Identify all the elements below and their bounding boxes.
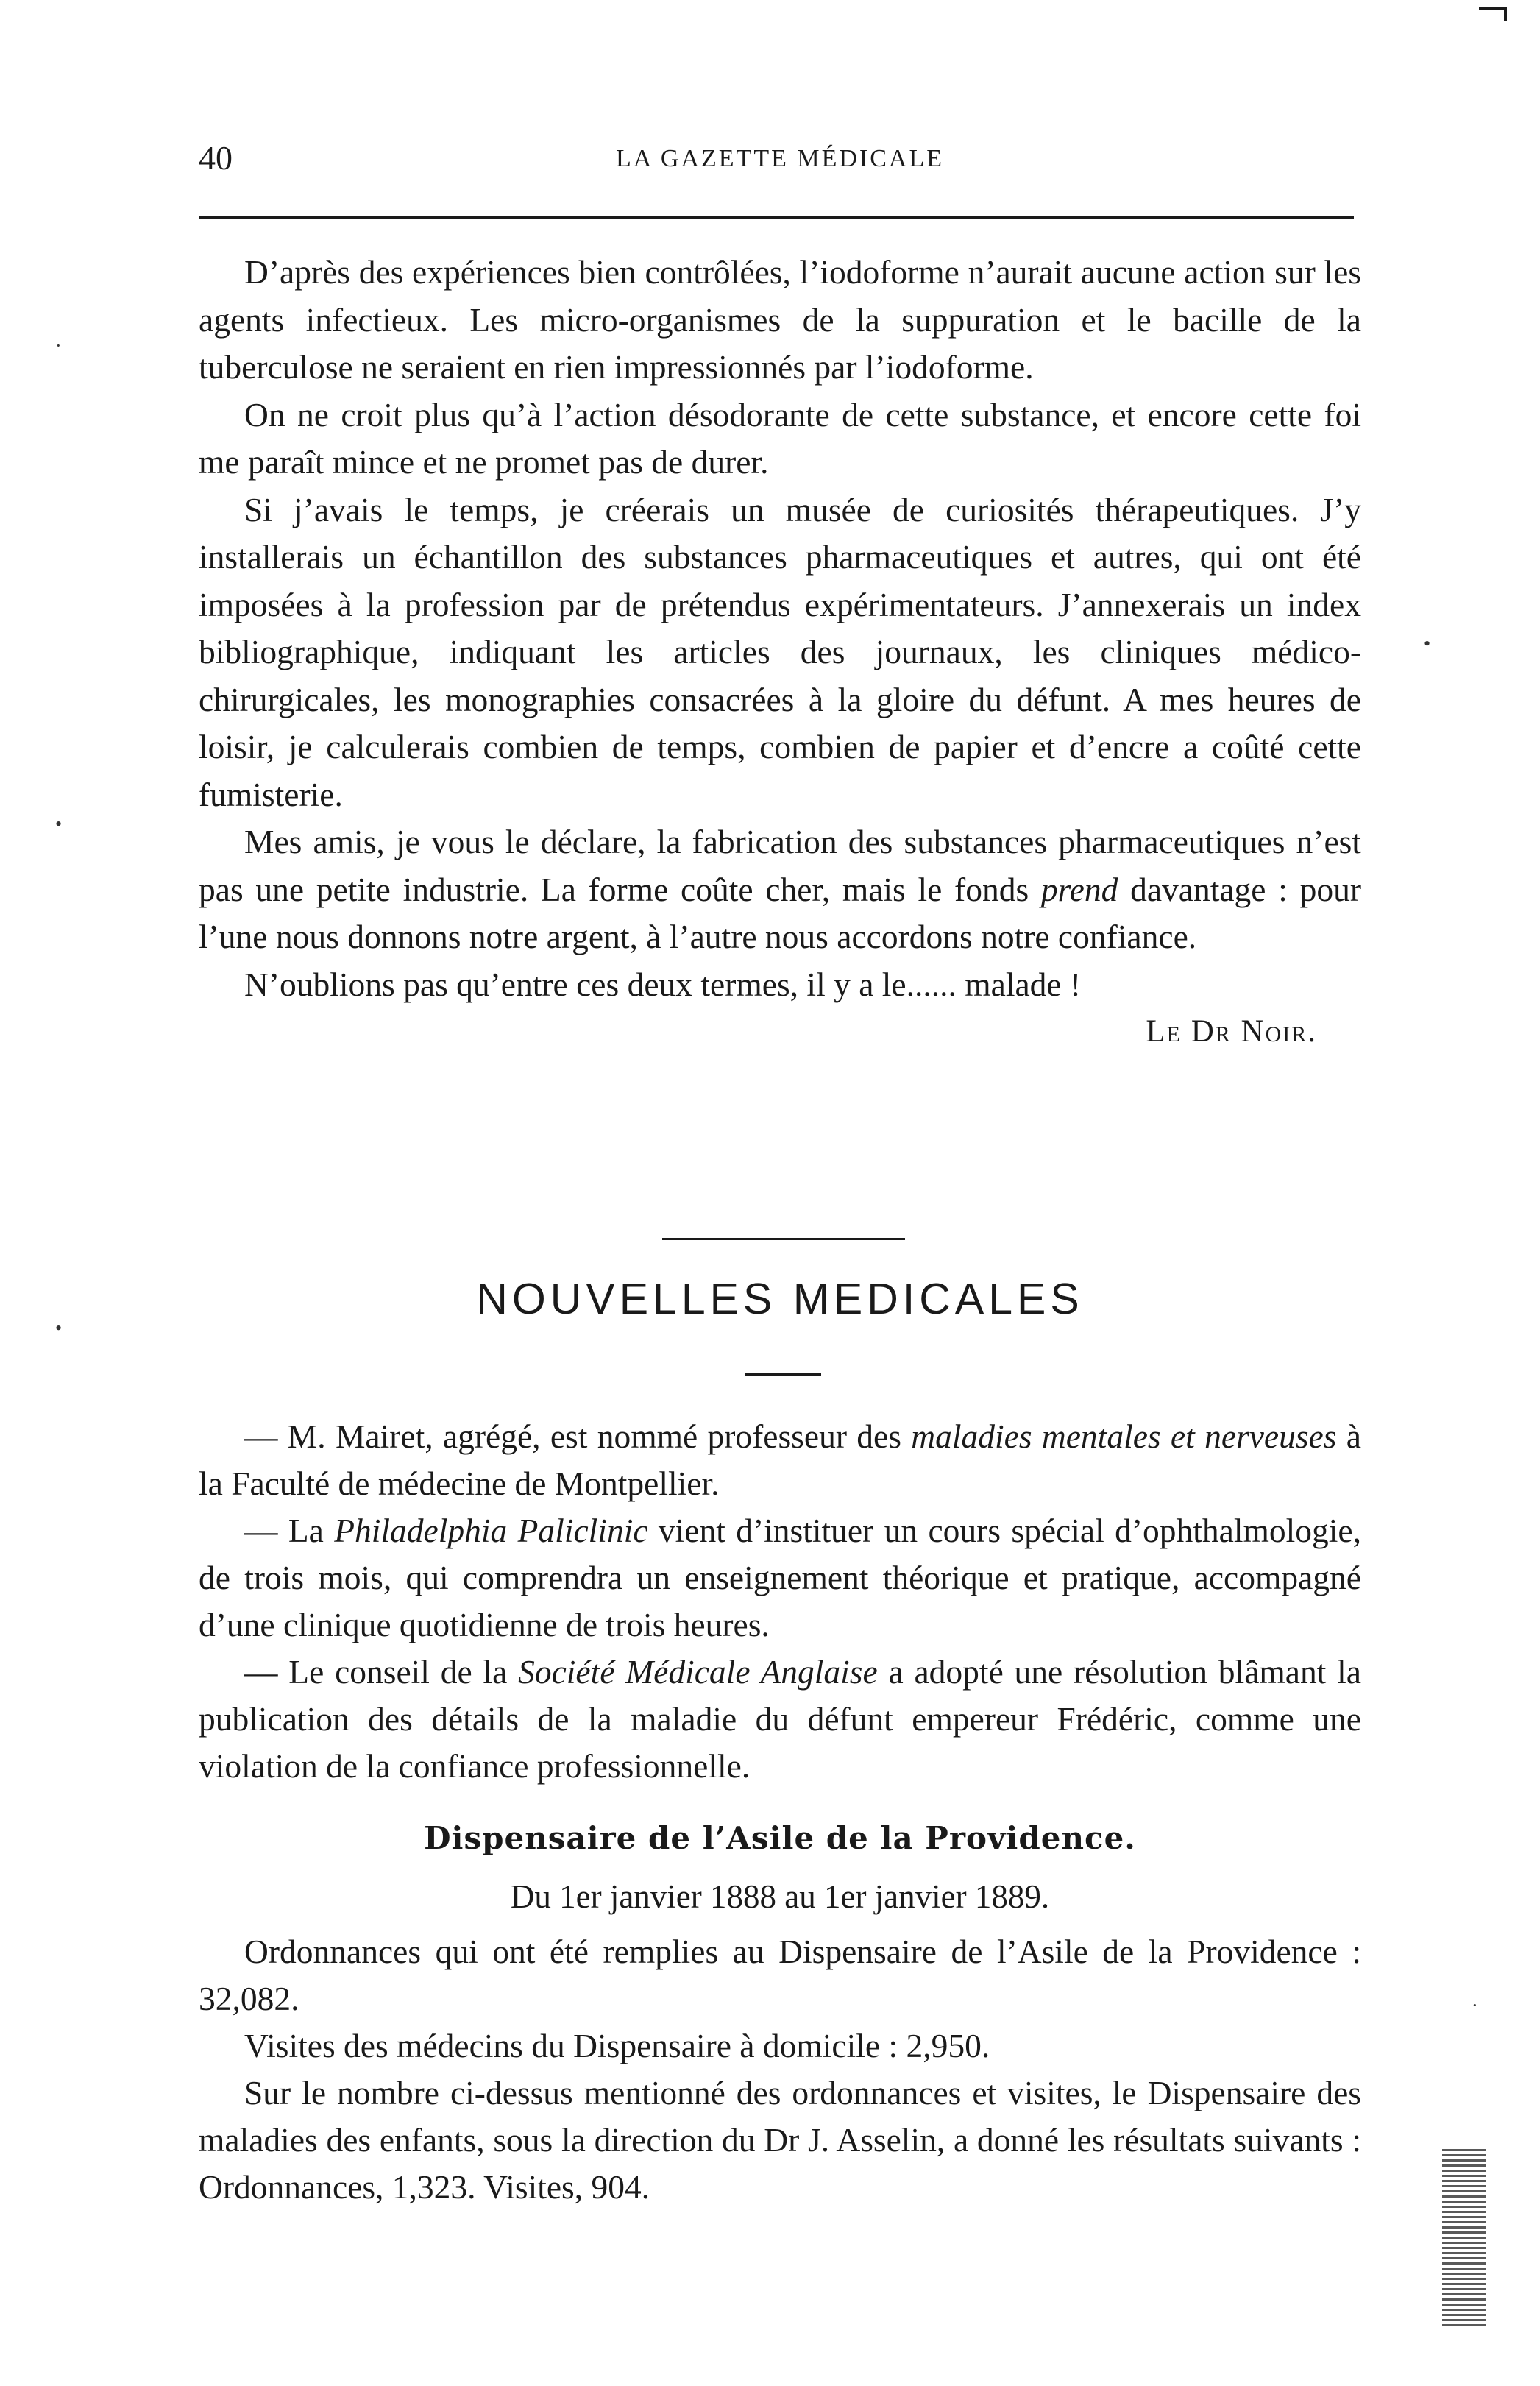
scan-corner-mark bbox=[1479, 7, 1507, 21]
news-text: à la Faculté de médecine de Montpellier. bbox=[199, 1417, 1361, 1502]
page-header bbox=[199, 136, 1361, 180]
dispensary-dates: Du 1er janvier 1888 au 1er janvier 1889. bbox=[510, 1878, 1050, 1915]
article-paragraph bbox=[199, 818, 1361, 961]
page-number: 40 bbox=[199, 139, 233, 177]
margin-speck: • bbox=[55, 1317, 63, 1339]
article-body bbox=[199, 249, 1361, 1055]
margin-speck: · bbox=[1472, 1994, 1478, 2016]
section-divider bbox=[662, 1238, 905, 1240]
dispensary-paragraph: Visites des médecins du Dispensaire à domicile : 2,950. bbox=[244, 2027, 990, 2064]
article-paragraph: On ne croit plus qu’à l’action désodorante de cette substance, et encore cette foi me paraît mince et ne promet pas de durer. bbox=[199, 395, 1361, 481]
margin-speck: • bbox=[1424, 633, 1431, 654]
news-emphasis: maladies mentales et nerveuses bbox=[911, 1417, 1337, 1455]
article-paragraph: Si j’avais le temps, je créerais un musée de curiosités thérapeutiques. J’y installerais un échantillon des substances pharmaceutiques et autres, qui ont été imposées à la profession par de prétendus expérimentateurs. J’annexerais un index bibliographique, indiquant les articles des journaux, les cliniques médico-chirurgicales, les monographies consacrées à la gloire du défunt. A mes heures de loisir, je calculerais combien de temps, combien de papier et d’encre a coûté cette fumisterie. bbox=[199, 490, 1361, 813]
article-paragraph: N’oublions pas qu’entre ces deux termes, il y a le...... malade ! bbox=[244, 965, 1082, 1003]
news-text: a adopté une résolution blâmant la publication des détails de la maladie du défunt empereur Frédéric, comme une violation de la confiance professionnelle. bbox=[199, 1653, 1361, 1785]
news-item bbox=[199, 1507, 1361, 1649]
running-title: LA GAZETTE MÉDICALE bbox=[615, 145, 945, 172]
author-signature: Le Dr Noir. bbox=[1146, 1014, 1317, 1049]
dispensary-body bbox=[199, 1928, 1361, 2211]
title-underline bbox=[745, 1373, 821, 1376]
dispensary-heading: Dispensaire de l’Asile de la Providence. bbox=[424, 1820, 1136, 1856]
article-paragraph: D’après des expériences bien contrôlées, l’iodoforme n’aurait aucune action sur les agents infectieux. Les micro-organismes de la suppuration et le bacille de la tuberculose ne seraient en rien impressionnés par l’iodoforme. bbox=[199, 253, 1361, 386]
margin-speck: • bbox=[55, 813, 63, 835]
news-emphasis: Société Médicale Anglaise bbox=[518, 1653, 878, 1691]
margin-speck: · bbox=[55, 335, 62, 356]
news-text: — La bbox=[244, 1512, 335, 1549]
article-text: Mes amis, je vous le déclare, la fabrication des substances pharmaceutiques n’est pas une petite industrie. La forme coûte cher, mais le fonds bbox=[199, 823, 1361, 908]
news-item bbox=[199, 1413, 1361, 1507]
article-text: davantage : pour l’une nous donnons notre argent, à l’autre nous accordons notre confiance. bbox=[199, 870, 1362, 955]
article-emphasis: prend bbox=[1040, 870, 1118, 908]
news-text: — Le conseil de la bbox=[244, 1653, 519, 1691]
section-title: NOUVELLES MEDICALES bbox=[476, 1275, 1084, 1323]
dispensary-paragraph: Sur le nombre ci-dessus mentionné des ordonnances et visites, le Dispensaire des maladies des enfants, sous la direction du Dr J. Asselin, a donné les résultats suivants : Ordonnances, 1,323. Visites, 904. bbox=[199, 2074, 1361, 2206]
header-rule bbox=[199, 216, 1354, 219]
news-text: vient d’instituer un cours spécial d’ophthalmologie, de trois mois, qui comprendra un enseignement théorique et pratique, accompagné d’une clinique quotidienne de trois heures. bbox=[199, 1512, 1361, 1643]
scan-edge-artifact bbox=[1442, 2149, 1486, 2326]
news-item bbox=[199, 1649, 1361, 1790]
dispensary-paragraph: Ordonnances qui ont été remplies au Dispensaire de l’Asile de la Providence : 32,082. bbox=[199, 1933, 1361, 2017]
news-text: — M. Mairet, agrégé, est nommé professeur des bbox=[244, 1417, 912, 1455]
news-list bbox=[199, 1413, 1361, 1790]
news-emphasis: Philadelphia Paliclinic bbox=[334, 1512, 648, 1549]
